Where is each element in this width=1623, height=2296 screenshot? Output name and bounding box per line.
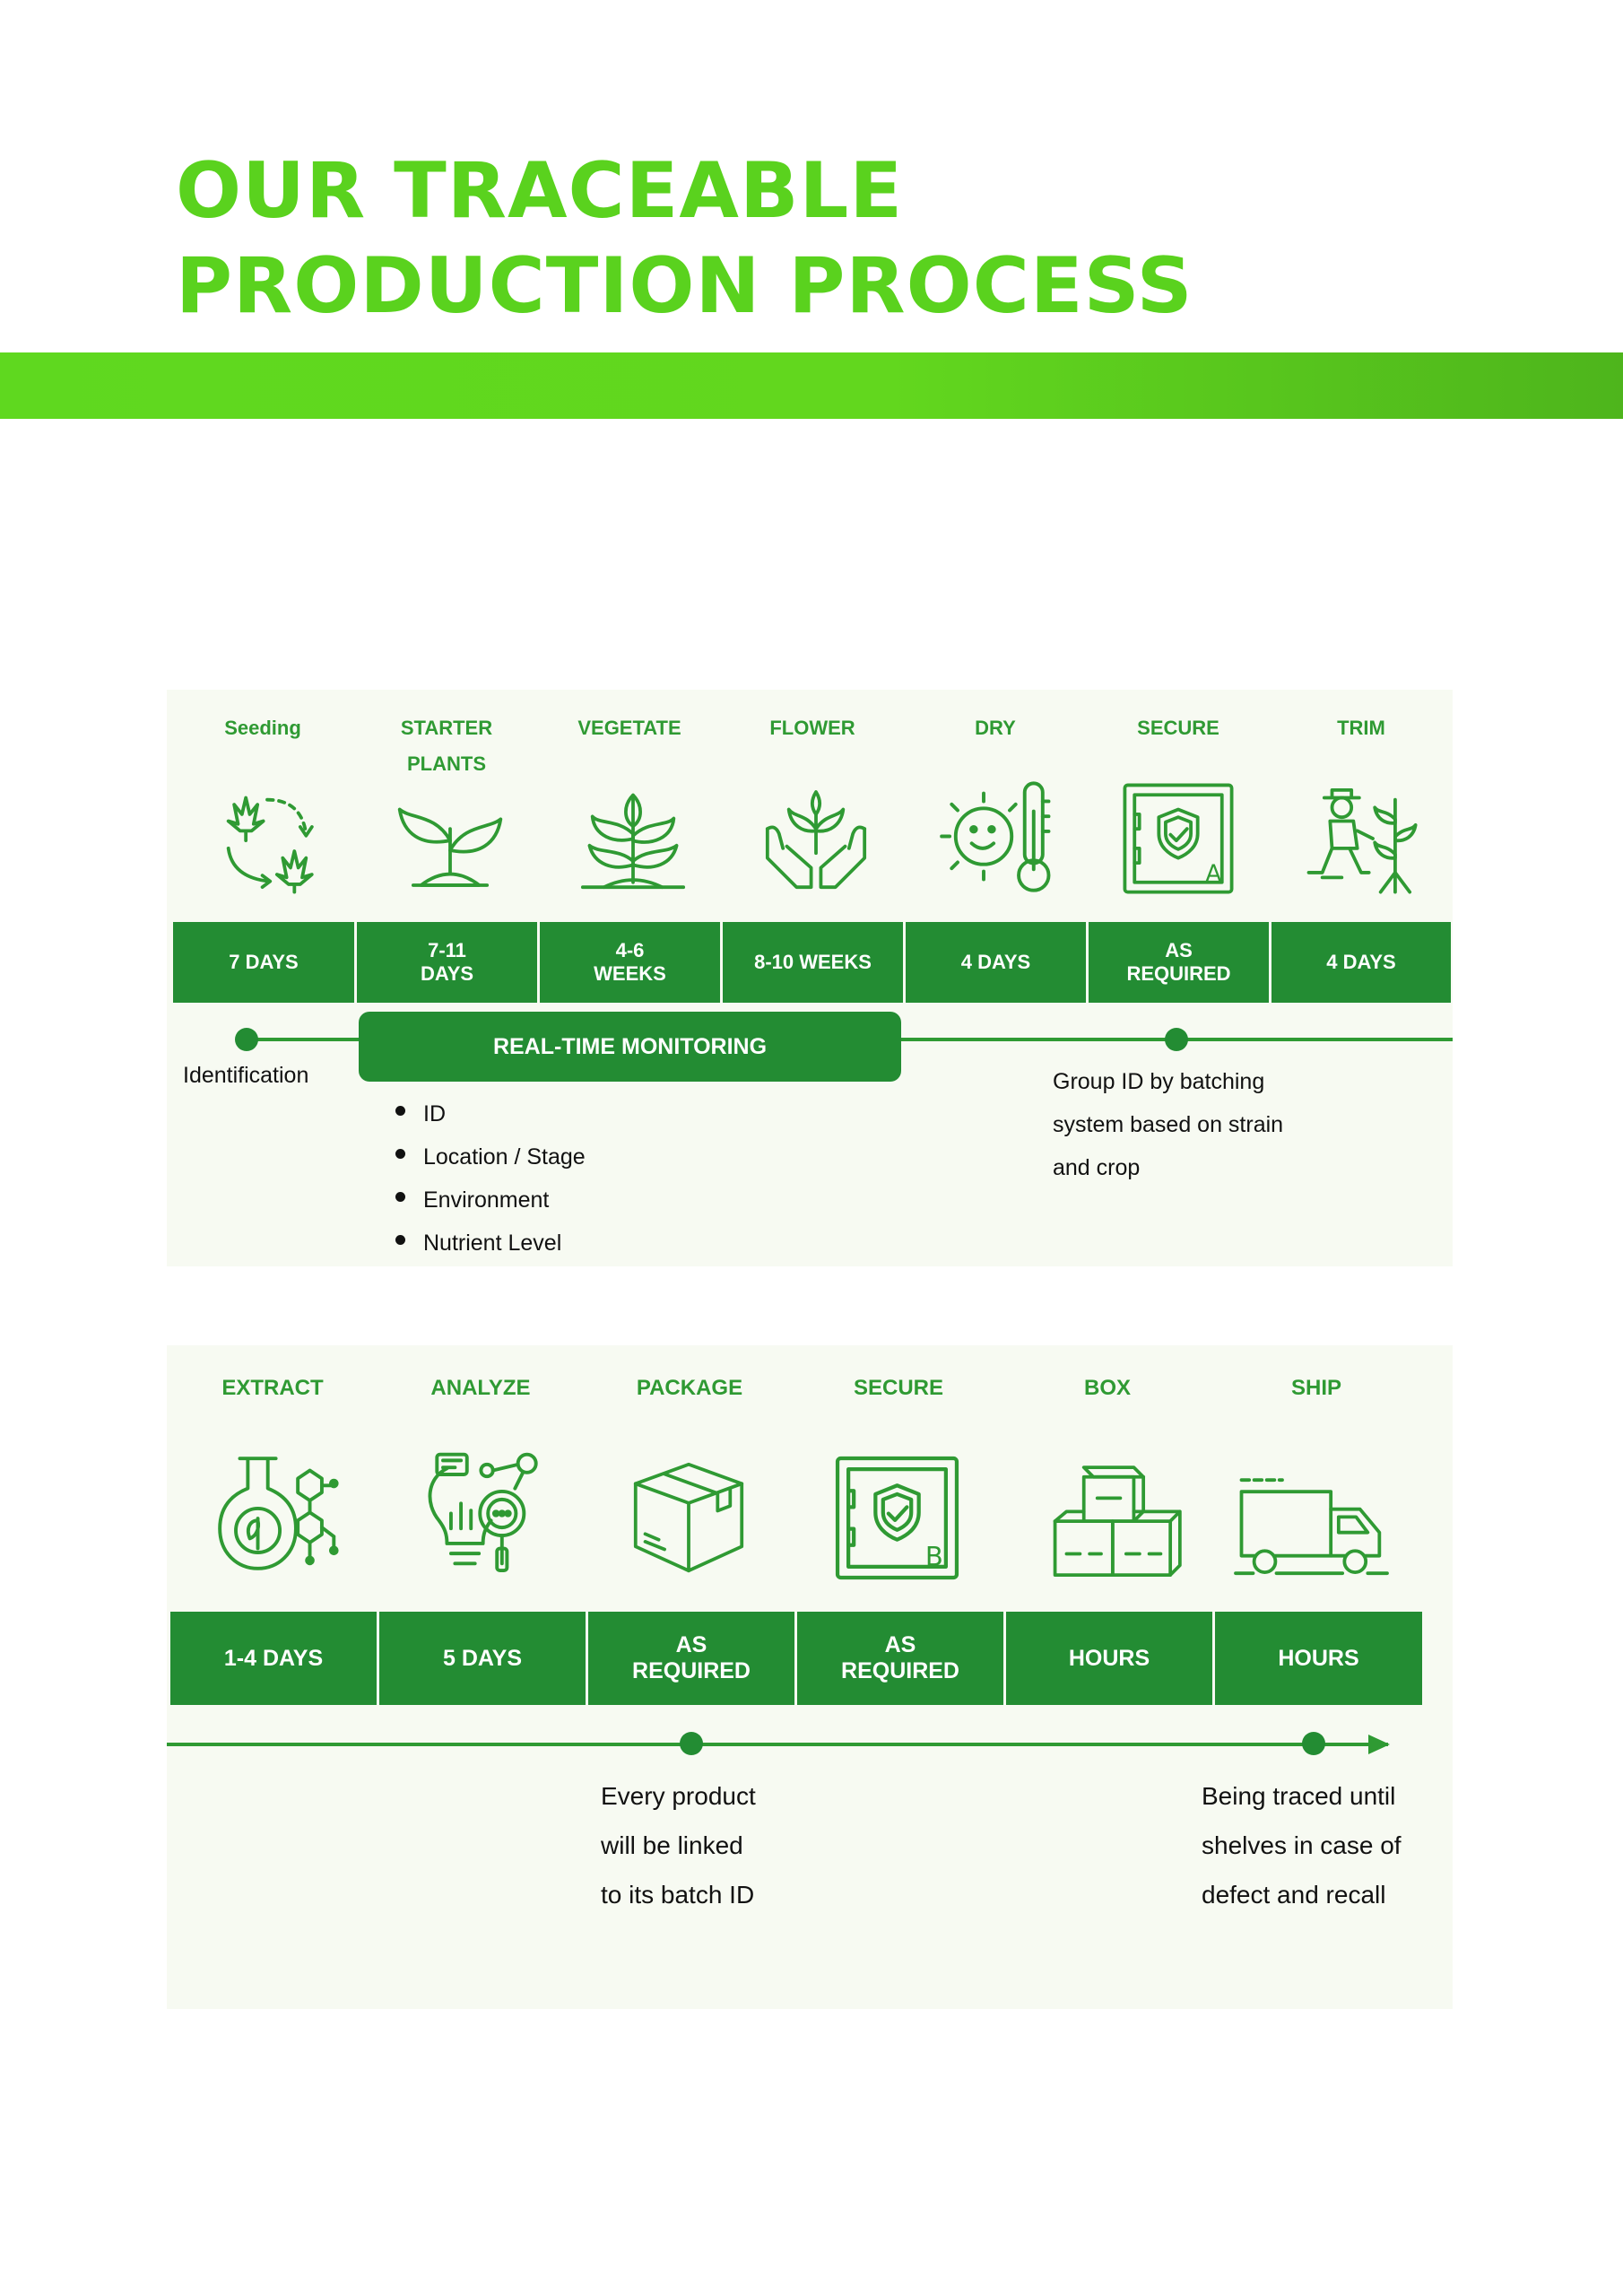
hands-plant-icon [758,780,874,897]
step-label: SECURE [1137,717,1219,739]
note-line: shelves in case of [1202,1831,1402,1859]
step-label: VEGETATE [577,717,681,739]
duration-cell [1215,1612,1422,1705]
boxes-icon [1047,1457,1182,1583]
duration-text: REQUIRED [841,1658,959,1683]
duration-cell [1089,922,1271,1003]
step-flower [723,710,902,746]
step-analyze [378,1370,583,1406]
duration-cell [906,922,1089,1003]
duration-text: DAYS [420,962,474,985]
group-id-note [1053,1060,1283,1189]
timeline-dot-traced [1302,1732,1325,1755]
sprout-icon [392,780,508,897]
step-starter-plants [357,710,536,782]
duration-text: 7-11 [428,939,466,961]
duration-text: 5 DAYS [442,1645,522,1671]
duration-cell [357,922,540,1003]
duration-cell [173,922,357,1003]
duration-text: 8-10 WEEKS [754,951,872,973]
svg-text:B: B [924,1541,943,1572]
step-label: EXTRACT [221,1376,324,1400]
step-label-line: STARTER [400,717,493,739]
duration-text: REQUIRED [632,1658,751,1683]
step-label: Seeding [224,717,301,739]
duration-text: 4-6 [615,939,645,961]
step-label: SHIP [1290,1376,1341,1400]
step-box [1005,1370,1210,1406]
plant-icon [575,776,691,897]
step-label: SECURE [853,1376,944,1400]
step-label: PACKAGE [636,1376,743,1400]
step-label: ANALYZE [430,1376,531,1400]
bulb-chart-icon [417,1448,547,1578]
duration-cell [1271,922,1451,1003]
flask-leaf-icon [210,1448,340,1578]
note-line: Group ID by batching [1053,1069,1265,1094]
note-line: system based on strain [1053,1112,1284,1137]
duration-text: 4 DAYS [1326,951,1396,973]
list-item: Location / Stage [390,1135,586,1178]
list-item: ID [390,1092,586,1135]
timeline-dot-identification [235,1028,258,1051]
list-item: Nutrient Level [390,1222,586,1265]
step-label: BOX [1083,1376,1131,1400]
step-dry [906,710,1085,746]
title-line-2: PRODUCTION PROCESS [176,241,1193,331]
duration-text: WEEKS [594,962,666,985]
duration-cell [170,1612,379,1705]
page-title [176,144,1193,334]
traced-note [1202,1771,1402,1919]
step-label-line: PLANTS [407,752,486,775]
timeline-dot-batch-link [680,1732,703,1755]
duration-text: AS [675,1632,707,1657]
note-line: will be linked [601,1831,743,1859]
svg-text:A: A [1205,860,1222,888]
duration-text: REQUIRED [1126,962,1231,985]
step-ship [1214,1370,1419,1406]
farmer-icon [1303,780,1419,897]
real-time-monitoring-banner: REAL-TIME MONITORING [359,1012,901,1082]
duration-cell [797,1612,1006,1705]
truck-icon [1233,1466,1390,1583]
duration-text: 1-4 DAYS [223,1645,324,1671]
identification-note: Identification [183,1063,309,1088]
monitoring-list [390,1092,586,1265]
step-extract [170,1370,375,1406]
step-label: TRIM [1337,717,1385,739]
safe-b-icon [832,1453,962,1583]
step-secure [1089,710,1268,746]
title-line-1: OUR TRACEABLE [176,146,904,236]
note-line: and crop [1053,1155,1141,1180]
duration-text: AS [1165,939,1193,961]
note-line: Being traced until [1202,1782,1396,1810]
duration-cell [723,922,906,1003]
duration-text: AS [884,1632,916,1657]
step-package [587,1370,792,1406]
step-trim [1271,710,1451,746]
note-line: Every product [601,1782,756,1810]
arrow-head-icon [1368,1735,1390,1754]
title-accent-bar [0,352,1623,419]
step-vegetate [540,710,719,746]
timeline-line [167,1743,1388,1746]
step-label: FLOWER [769,717,855,739]
duration-text: HOURS [1068,1645,1150,1671]
step-label: DRY [975,717,1016,739]
duration-text: HOURS [1278,1645,1359,1671]
duration-cell [588,1612,797,1705]
duration-row-cultivation [173,922,1451,1003]
note-line: to its batch ID [601,1881,755,1909]
note-line: defect and recall [1202,1881,1386,1909]
sun-thermometer-icon [932,771,1062,901]
safe-a-icon [1120,780,1237,897]
duration-text: 7 DAYS [229,951,299,973]
package-icon [626,1455,751,1580]
duration-text: 4 DAYS [960,951,1031,973]
timeline-dot-group-id [1165,1028,1188,1051]
duration-cell [1006,1612,1215,1705]
list-item: Environment [390,1178,586,1222]
step-secure [796,1370,1001,1406]
duration-row-processing [170,1612,1422,1705]
duration-cell [379,1612,588,1705]
cannabis-cycle-icon [209,780,325,897]
step-seeding [173,710,352,746]
duration-cell [540,922,723,1003]
batch-link-note [601,1771,756,1919]
